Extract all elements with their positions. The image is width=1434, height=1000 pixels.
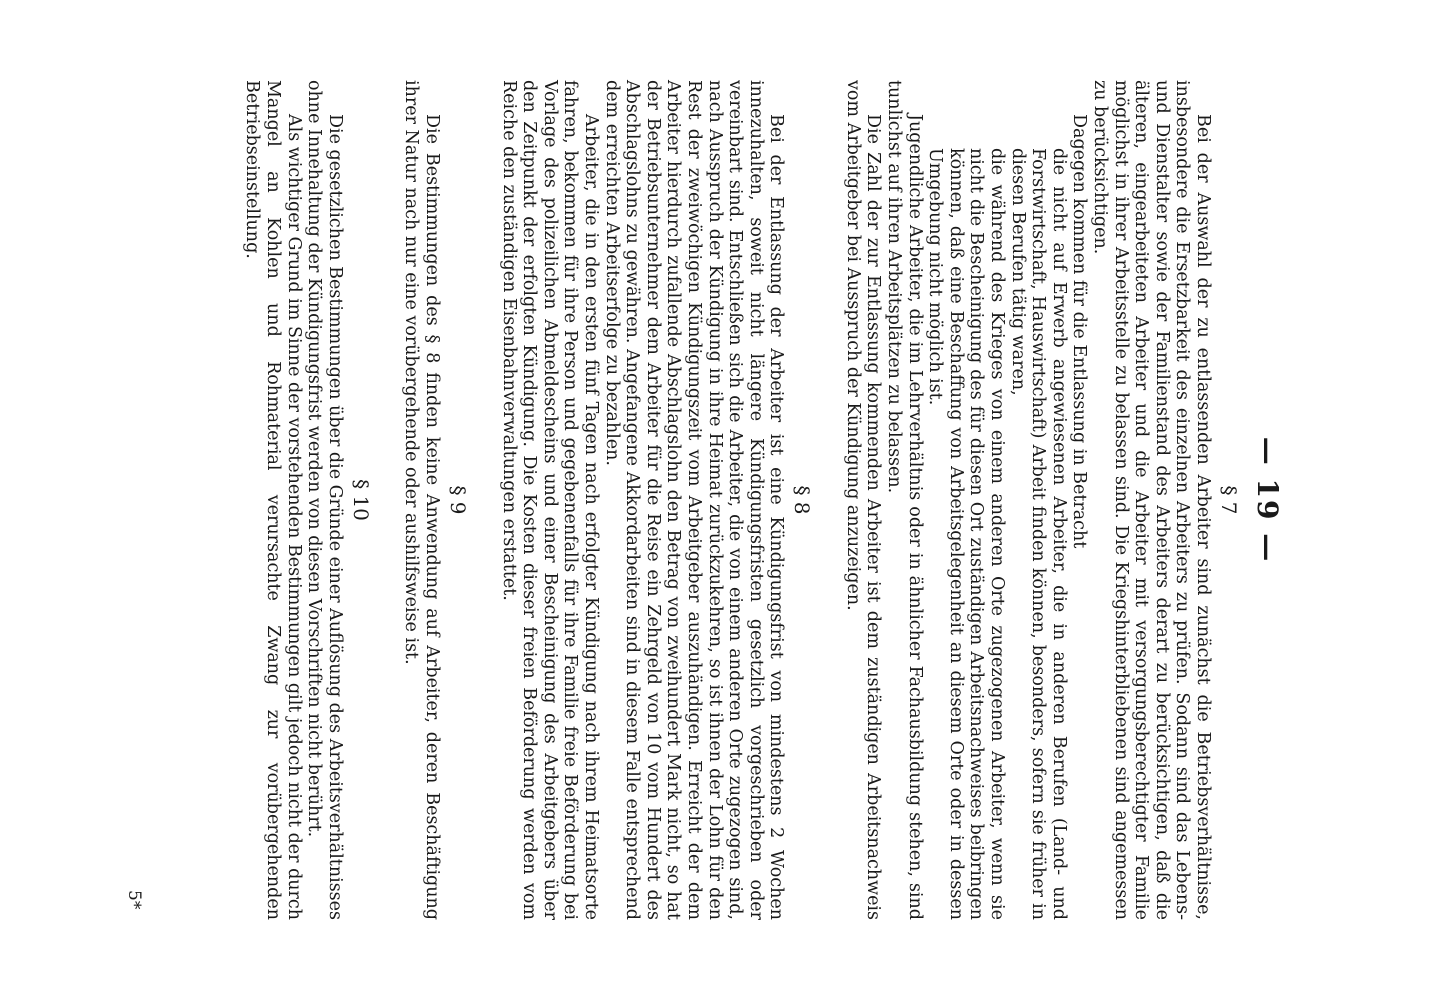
paragraph: Arbeiter, die in den ersten fünf Tagen nach erfolgter Kündigung nach ihrem Heimatsorte fahren, bekommen für ihre Person und gegebenenfalls für ihre Familie freie Beförderung bei Vorlage des polizeilichen Abmeldescheins und einer Bescheinigung des Arbeitgebers über den Zeitpunkt der erfolgten Kündigung. Die Kosten dieser freien Beförderung werden vom Reiche den zuständigen Eisenbahnverwaltungen erstattet.	[498, 80, 601, 920]
section-title: § 7	[1217, 485, 1241, 515]
section	[242, 80, 373, 920]
paragraph: Jugendliche Arbeiter, die im Lehrverhältnis oder in ähnlicher Fachausbildung stehen, sind tunlichst auf ihren Arbeitsplätzen zu belassen.	[884, 80, 925, 920]
section-title: § 10	[348, 479, 373, 521]
section-title: § 8	[790, 485, 815, 515]
paragraph: die nicht auf Erwerb angewiesenen Arbeiter, die in anderen Berufen (Land- und Forstwirtschaft, Hauswirtschaft) Arbeit finden können, besonders, sofern sie früher in diesen Berufen tätig waren,	[1007, 148, 1069, 920]
paragraph: Die Bestimmungen des § 8 finden keine Anwendung auf Arbeiter, deren Beschäftigung ihrer Natur nach nur eine vorübergehende oder aushilfsweise ist.	[401, 80, 442, 920]
section	[498, 80, 814, 920]
sections-container	[242, 80, 1241, 920]
page-number: — 19 —	[1251, 436, 1284, 564]
paragraph: die während des Krieges von einem anderen Orte zugezogenen Arbeiter, wenn sie nicht die Bescheinigung des für diesen Ort zuständigen Arbeitsnachweises beibringen können, daß eine Beschaffung von Arbeitsgelegenheit an diesem Orte oder in dessen Umgebung nicht möglich ist.	[925, 148, 1008, 920]
section	[401, 80, 470, 920]
paragraph: Dagegen kommen für die Entlassung in Betracht	[1069, 114, 1090, 549]
signature-mark: 5*	[124, 890, 144, 910]
paragraph: Als wichtiger Grund im Sinne der vorstehenden Bestimmungen gilt jedoch nicht der durch Mangel an Kohlen und Rohmaterial verursachte Zwang zur vorübergehenden Betriebseinstellung.	[242, 80, 304, 920]
page-content	[214, 80, 1284, 920]
paragraph: Die gesetzlichen Bestimmungen über die Gründe einer Auflösung des Arbeitsverhältnisses ohne Innehaltung der Kündigungsfrist werden von diesen Vorschriften nicht berührt.	[304, 80, 345, 920]
paragraph: Die Zahl der zur Entlassung kommenden Arbeiter ist dem zuständigen Arbeitsnachweis vom Arbeitgeber bei Ausspruch der Kündigung anzuzeigen.	[842, 80, 884, 920]
paragraph: Bei der Entlassung der Arbeiter ist eine Kündigungsfrist von mindestens 2 Wochen innezuhalten, soweit nicht längere Kündigungsfristen gesetzlich vorgeschrieben oder vereinbart sind. Entschließen sich die Arbeiter, die von einem anderen Orte zugezogen sind, nach Ausspruch der Kündigung in ihre Heimat zurückzukehren, so ist ihnen der Lohn für den Rest der zweiwöchigen Kündigungszeit vom Arbeitgeber auszuhändigen. Erreicht der dem Arbeiter hierdurch zufallende Abschlagslohn den Betrag von zweihundert Mark nicht, so hat der Betriebsunternehmer dem Arbeiter für die Reise ein Zehrgeld von 10 vom Hundert des Abschlagslohns zu gewähren. Angefangene Akkordarbeiten sind in diesem Falle entsprechend dem erreichten Arbeitserfolge zu bezahlen.	[601, 80, 787, 920]
paragraph: Bei der Auswahl der zu entlassenden Arbeiter sind zunächst die Betriebsverhältnisse, insbesondere die Ersetzbarkeit des einzelnen Arbeiters zu prüfen. Sodann sind das Lebens- und Dienstalter sowie der Familienstand des Arbeiters derart zu berücksichtigen, daß die älteren, eingearbeiteten Arbeiter und die Arbeiter mit versorgungsberechtigter Familie möglichst in ihrer Arbeitsstelle zu belassen sind. Die Kriegshinterbliebenen sind angemessen zu berücksichtigen.	[1090, 80, 1213, 920]
section-title: § 9	[446, 485, 470, 515]
section	[842, 80, 1241, 920]
